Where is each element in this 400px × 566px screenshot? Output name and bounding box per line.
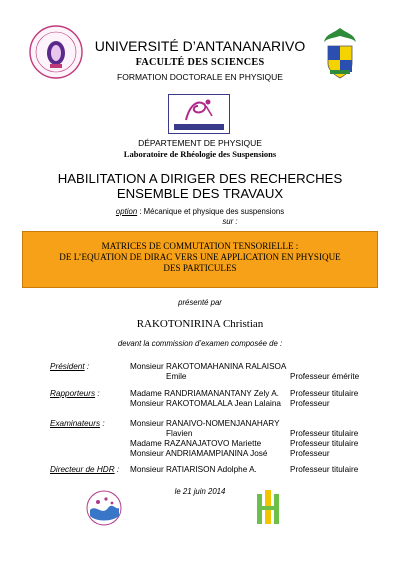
option-line [0,207,400,216]
option-text: : Mécanique et physique des suspensions [137,207,285,216]
partner-logo [256,490,280,526]
examinateur-1-name-cont: Flavien [166,429,193,438]
president-label: Président : [50,362,90,371]
department-name: DÉPARTEMENT DE PHYSIQUE [138,138,262,148]
commission-intro: devant la commission d’examen composée de : [117,339,283,348]
thesis-title-line1: MATRICES DE COMMUTATION TENSORIELLE : [101,241,299,251]
rapporteurs-label: Rapporteurs : [50,389,100,398]
option-sur: sur : [222,217,238,226]
directeur-label: Directeur de HDR : [50,465,120,474]
rapporteur-1-title: Professeur titulaire [290,389,359,398]
examinateur-2-title: Professeur titulaire [290,439,359,448]
thesis-title-banner [22,231,378,288]
president-name: Monsieur RAKOTOMAHANINA RALAISOA [130,362,287,371]
option-label: option [115,207,138,216]
document-title: HABILITATION A DIRIGER DES RECHERCHES [57,171,343,186]
rapporteur-2-title: Professeur [290,399,330,408]
rheologie-suspensions-logo [84,488,124,530]
rapporteur-2-name: Monsieur RAKOTOMALALA Jean Lalaina [130,399,281,408]
president-name-cont: Emile [166,372,187,381]
author-name: RAKOTONIRINA Christian [136,318,264,330]
examinateurs-label: Examinateurs : [50,419,105,428]
thesis-title-line2: DE L’EQUATION DE DIRAC VERS UNE APPLICATION EN PHYSIQUE [59,252,341,262]
rapporteur-1-name: Madame RANDRIAMANANTANY Zely A. [130,389,279,398]
presented-by: présenté par [178,298,222,307]
laboratory-name: Laboratoire de Rhéologie des Suspensions [123,149,277,159]
directeur-title: Professeur titulaire [290,465,359,474]
examinateur-3-name: Monsieur ANDRIAMAMPIANINA José [130,449,268,458]
university-name: UNIVERSITÉ D’ANTANANARIVO [94,38,306,54]
document-subtitle: ENSEMBLE DES TRAVAUX [116,186,284,201]
examinateur-3-title: Professeur [290,449,330,458]
directeur-name: Monsieur RATIARISON Adolphe A. [130,465,257,474]
examinateur-1-title: Professeur titulaire [290,429,359,438]
doctoral-formation: FORMATION DOCTORALE EN PHYSIQUE [117,72,283,82]
examinateur-1-name: Monsieur RANAIVO-NOMENJANAHARY [130,419,280,428]
thesis-title-line3: DES PARTICULES [163,263,237,273]
faculty-name: FACULTÉ DES SCIENCES [135,57,265,68]
examinateur-2-name: Madame RAZANAJATOVO Mariette [130,439,262,448]
president-title: Professeur émérite [290,372,360,381]
defense-date: le 21 juin 2014 [174,487,226,496]
lab-emblem-logo [168,94,230,134]
